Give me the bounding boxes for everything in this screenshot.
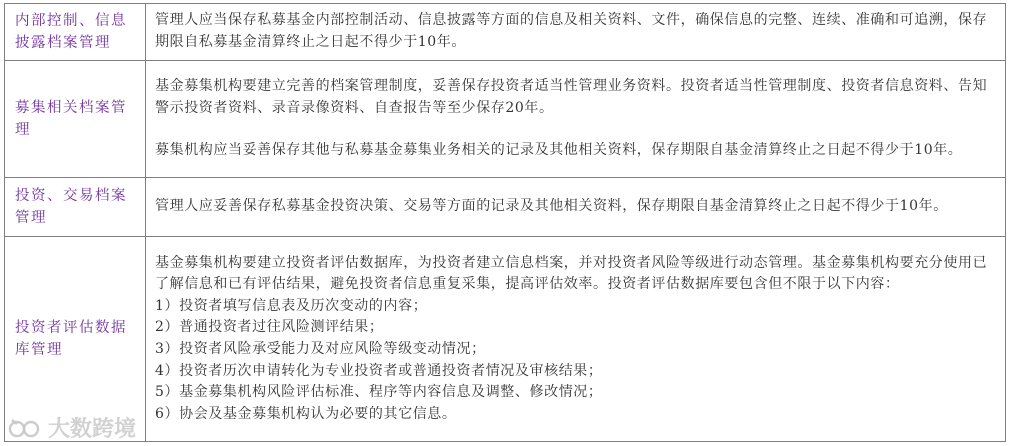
content-paragraph: 基金募集机构要建立完善的档案管理制度，妥善保存投资者适当性管理业务资料。投资者适当性管理制度、投资者信息资料、告知警示投资者资料、录音录像资料、自查报告等至少保存20年。	[155, 78, 988, 116]
table-row	[5, 4, 1006, 61]
content-paragraph: 募集机构应当妥善保存其他与私募基金募集业务相关的记录及其他相关资料，保存期限自基金清算终止之日起不得少于10年。	[155, 142, 963, 159]
table-row	[5, 237, 1006, 442]
list-item: 3）投资者风险承受能力及对应风险等级变动情况；	[155, 341, 486, 357]
row-content	[146, 4, 1006, 61]
table-row	[5, 61, 1006, 178]
content-paragraph: 管理人应当保存私募基金内部控制活动、信息披露等方面的信息及相关资料、文件，确保信息的完整、连续、准确和可追溯，保存期限自私募基金清算终止之日起不得少于10年。	[155, 12, 988, 50]
content-list	[155, 296, 995, 426]
row-label: 募集相关档案管理	[5, 61, 146, 178]
list-item: 4）投资者历次申请转化为专业投资者或普通投资者情况及审核结果；	[155, 362, 603, 379]
row-label: 内部控制、信息披露档案管理	[5, 4, 146, 61]
list-item: 6）协会及基金募集机构认为必要的其它信息。	[155, 405, 457, 422]
row-label: 投资、交易档案管理	[5, 178, 146, 237]
row-label: 投资者评估数据库管理	[5, 237, 146, 442]
list-item: 5）基金募集机构风险评估标准、程序等内容信息及调整、修改情况；	[155, 384, 603, 401]
table-row	[5, 178, 1006, 237]
content-paragraph: 基金募集机构要建立投资者评估数据库，为投资者建立信息档案，并对投资者风险等级进行动态管理。基金募集机构要充分使用已了解信息和已有评估结果，避免投资者信息重复采集，提高评估效率。投资者评估数据库要包含但不限于以下内容：	[155, 254, 988, 293]
archive-management-table	[4, 3, 1006, 442]
row-content	[146, 61, 1006, 178]
list-item: 2）普通投资者过往风险测评结果；	[155, 319, 384, 336]
row-content	[146, 178, 1006, 237]
paragraph-gap	[155, 119, 995, 140]
content-paragraph: 管理人应妥善保存私募基金投资决策、交易等方面的记录及其他相关资料，保存期限自基金清算终止之日起不得少于10年。	[155, 198, 948, 215]
list-item: 1）投资者填写信息表及历次变动的内容；	[155, 297, 428, 314]
watermark-text: 大数跨境	[48, 417, 137, 442]
row-content	[146, 237, 1006, 442]
